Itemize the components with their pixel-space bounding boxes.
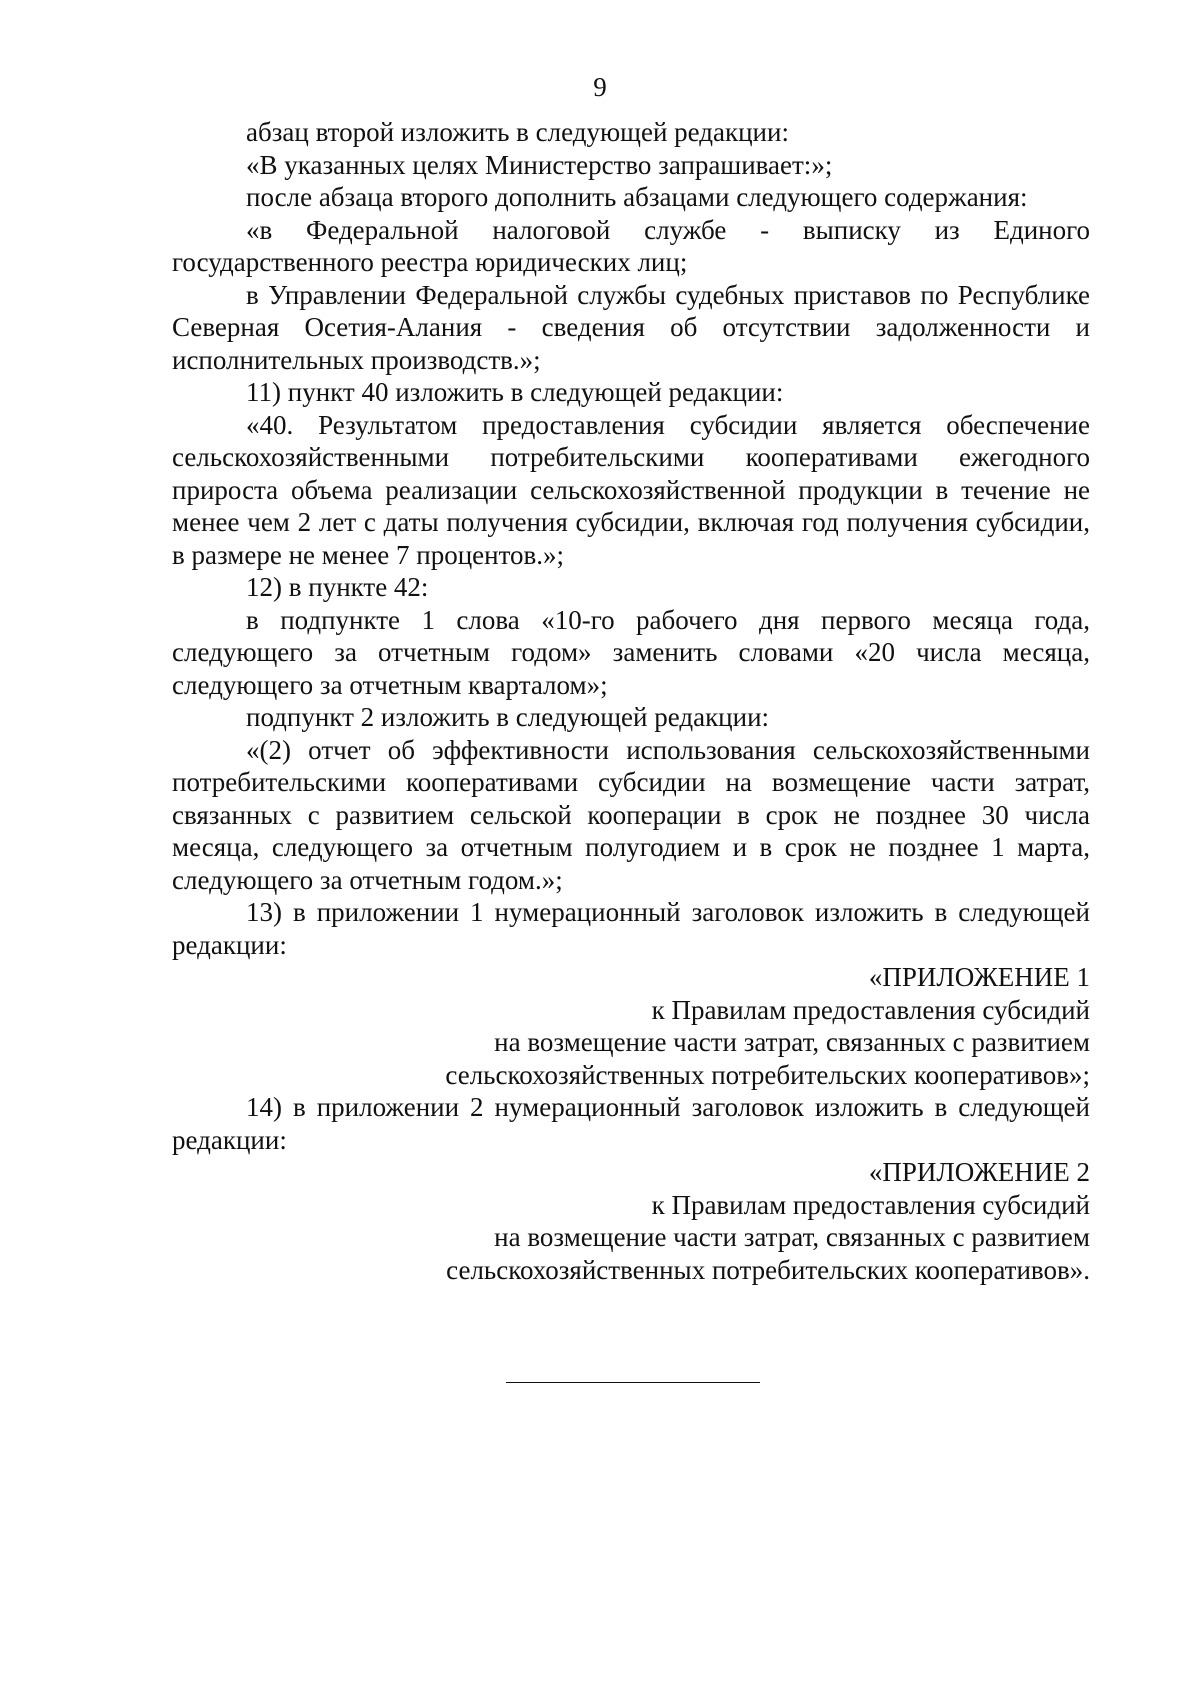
annex-2-line-4: сельскохозяйственных потребительских кооперативов». bbox=[446, 1254, 1090, 1285]
page-number: 9 bbox=[593, 72, 607, 102]
paragraph-1: абзац второй изложить в следующей редакции: bbox=[246, 117, 789, 147]
annex-2-line-3: на возмещение части затрат, связанных с развитием bbox=[494, 1222, 1090, 1252]
annex-1-line-2: к Правилам предоставления субсидий bbox=[651, 994, 1090, 1025]
end-of-document-rule bbox=[506, 1382, 760, 1383]
document-body bbox=[172, 116, 1090, 1286]
annex-1-heading bbox=[172, 961, 1090, 1091]
paragraph-5: в Управлении Федеральной службы судебных приставов по Республике Северная Осетия-Алания - сведения об отсутствии задолженности и исполнительных производств.»; bbox=[172, 279, 1090, 375]
paragraph-2: «В указанных целях Министерство запрашивает:»; bbox=[246, 149, 833, 180]
paragraph-11: «(2) отчет об эффективности использования сельскохозяйственными потребительскими кооперативами субсидии на возмещение части затрат, связанных с развитием сельской кооперации в срок не позднее 30 числа месяца, следующего за отчетным полугодием и в срок не позднее 1 марта, следующего за отчетным годом.»; bbox=[172, 734, 1090, 895]
annex-2-heading bbox=[172, 1156, 1090, 1286]
paragraph-9: в подпункте 1 слова «10-го рабочего дня первого месяца года, следующего за отчетным годом» заменить словами «20 числа месяца, следующего за отчетным кварталом»; bbox=[172, 604, 1090, 700]
annex-2-line-1: «ПРИЛОЖЕНИЕ 2 bbox=[868, 1157, 1090, 1187]
paragraph-13: 14) в приложении 2 нумерационный заголовок изложить в следующей редакции: bbox=[172, 1092, 1090, 1155]
paragraph-12: 13) в приложении 1 нумерационный заголовок изложить в следующей редакции: bbox=[172, 897, 1090, 960]
paragraph-3: после абзаца второго дополнить абзацами следующего содержания: bbox=[246, 182, 1028, 212]
annex-1-line-4: сельскохозяйственных потребительских кооперативов»; bbox=[445, 1059, 1090, 1090]
paragraph-10: подпункт 2 изложить в следующей редакции: bbox=[246, 702, 770, 732]
paragraph-8: 12) в пункте 42: bbox=[246, 572, 429, 602]
paragraph-6: 11) пункт 40 изложить в следующей редакции: bbox=[246, 377, 784, 407]
paragraph-7: «40. Результатом предоставления субсидии является обеспечение сельскохозяйственными потребительскими кооперативами ежегодного прироста объема реализации сельскохозяйственной продукции в течение не менее чем 2 лет с даты получения субсидии, включая год получения субсидии, в размере не менее 7 процентов.»; bbox=[172, 409, 1090, 570]
annex-1-line-3: на возмещение части затрат, связанных с развитием bbox=[494, 1027, 1090, 1057]
paragraph-4: «в Федеральной налоговой службе - выписку из Единого государственного реестра юридических лиц; bbox=[172, 214, 1090, 277]
annex-2-line-2: к Правилам предоставления субсидий bbox=[651, 1189, 1090, 1220]
annex-1-line-1: «ПРИЛОЖЕНИЕ 1 bbox=[868, 962, 1090, 992]
